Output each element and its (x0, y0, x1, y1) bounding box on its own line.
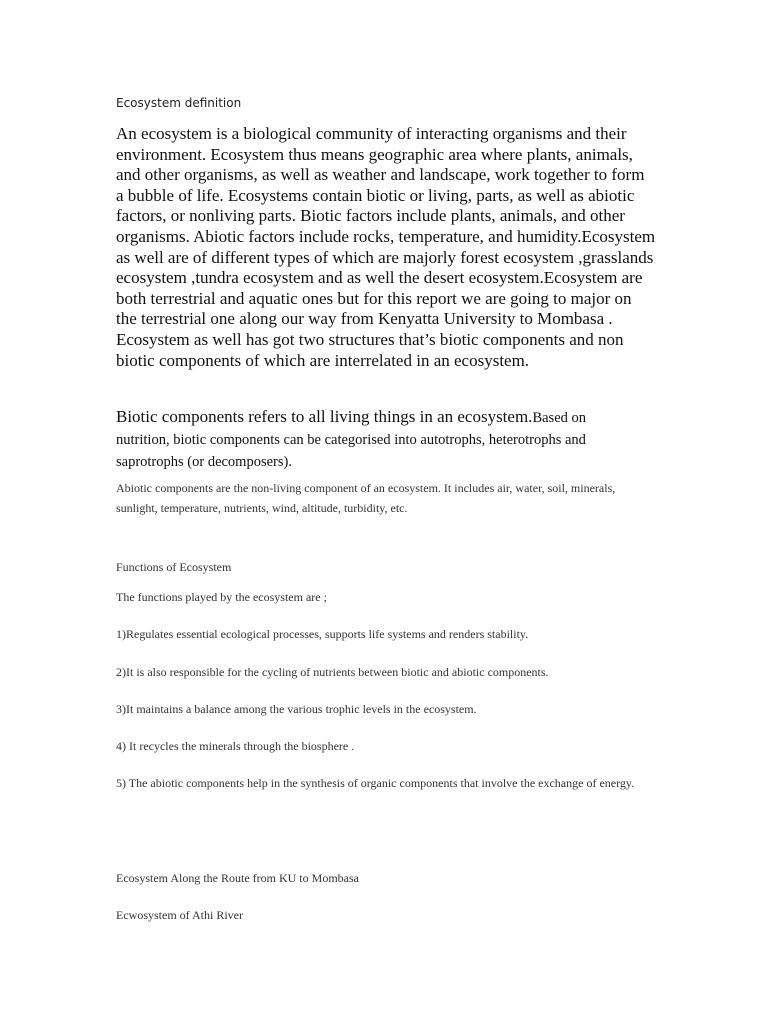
abiotic-paragraph: Abiotic components are the non-living component of an ecosystem. It includes air, water, soil, minerals, sunlight, temperature, nutrients, wind, altitude, turbidity, etc. (116, 481, 616, 515)
function-item-4: 4) It recycles the minerals through the biosphere . (116, 739, 355, 753)
function-item-5: 5) The abiotic components help in the synthesis of organic components that involve the exchange of energy. (116, 776, 635, 790)
biotic-paragraph-part2: Based on nutrition, biotic components can be categorised into autotrophs, heterotrophs and saprotrophs (or decomposers). (116, 410, 586, 470)
functions-intro: The functions played by the ecosystem are ; (116, 590, 327, 604)
functions-heading: Functions of Ecosystem (116, 560, 232, 574)
biotic-paragraph-part1: Biotic components refers to all living things in an ecosystem. (116, 407, 533, 426)
biotic-paragraph (116, 406, 636, 473)
athi-river-heading: Ecwosystem of Athi River (116, 908, 243, 922)
function-item-3: 3)It maintains a balance among the various trophic levels in the ecosystem. (116, 702, 477, 716)
intro-paragraph: An ecosystem is a biological community of interacting organisms and their environment. Ecosystem thus means geographic area where plants, animals, and other organisms, as well as weather and landscape, work together to form a bubble of life. Ecosystems contain biotic or living, parts, as well as abiotic factors, or nonliving parts. Biotic factors include plants, animals, and other organisms. Abiotic factors include rocks, temperature, and humidity.Ecosystem as well are of different types of which are majorly forest ecosystem ,grasslands ecosystem ,tundra ecosystem and as well the desert ecosystem.Ecosystem are both terrestrial and aquatic ones but for this report we are going to major on the terrestrial one along our way from Kenyatta University to Mombasa . Ecosystem as well has got two structures that’s biotic components and non biotic components of which are interrelated in an ecosystem. (116, 124, 656, 370)
route-heading: Ecosystem Along the Route from KU to Mombasa (116, 871, 359, 885)
function-item-1: 1)Regulates essential ecological processes, supports life systems and renders stability. (116, 627, 529, 641)
function-item-2: 2)It is also responsible for the cycling of nutrients between biotic and abiotic components. (116, 665, 549, 679)
document-heading: Ecosystem definition (116, 96, 242, 110)
